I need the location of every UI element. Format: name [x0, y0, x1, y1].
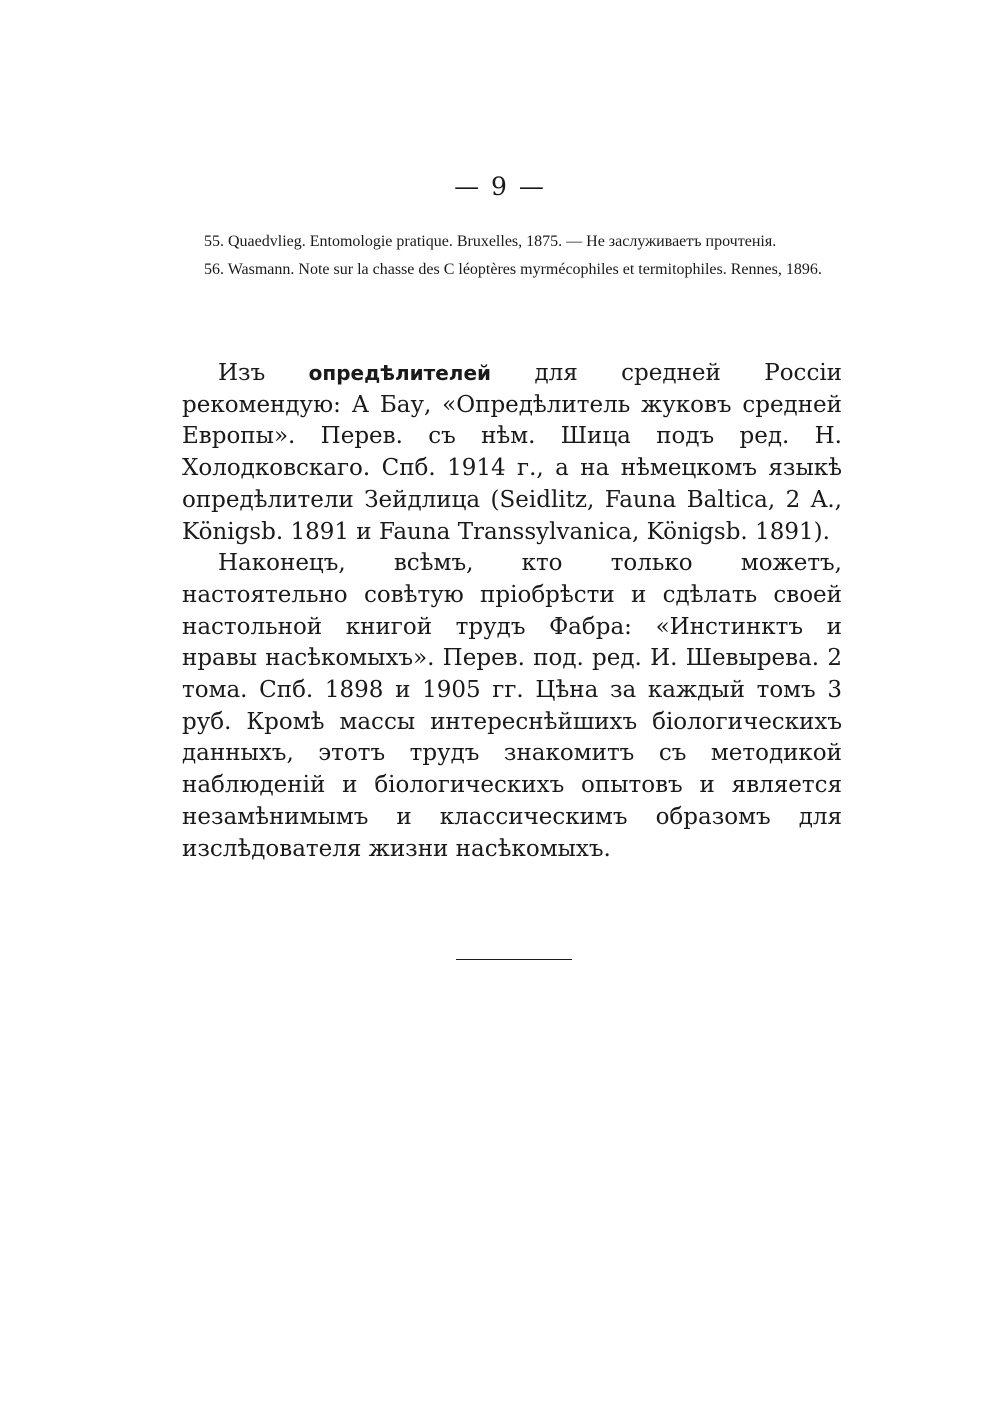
reference-item: 55. Quaedvlieg. Entomologie pratique. Bruxelles, 1875. — Не заслуживаетъ прочтенія. [204, 233, 777, 250]
closing-rule [456, 959, 572, 960]
paragraph-lead: Изъ [218, 360, 309, 386]
main-text [182, 358, 842, 865]
reference-item: 56. Wasmann. Note sur la chasse des C léoptères myrmécophiles et termitophiles. Rennes, 1896. [204, 261, 822, 278]
paragraph [182, 358, 842, 548]
page-number: — 9 — [454, 172, 546, 201]
bold-term: опредѣлителей [308, 361, 492, 385]
paragraph-rest: для средней Россіи рекомендую: А Бау, «Опредѣлитель жуковъ средней Европы». Перев. съ нѣм. Шица подъ ред. Н. Холодковскаго. Спб. 1914 г., а на нѣмецкомъ языкѣ опредѣлители Зейдлица (Seidlitz, Fauna Baltica, 2 A., Königsb. 1891 и Fauna Transsylvanica, Königsb. 1891). [182, 360, 843, 545]
references-list [182, 228, 838, 284]
paragraph: Наконецъ, всѣмъ, кто только можетъ, настоятельно совѣтую пріобрѣсти и сдѣлать своей настольной книгой трудъ Фабра: «Инстинктъ и нравы насѣкомыхъ». Перев. под. ред. И. Шевырева. 2 тома. Спб. 1898 и 1905 гг. Цѣна за каждый томъ 3 руб. Кромѣ массы интереснѣйшихъ біологическихъ данныхъ, этотъ трудъ знакомитъ съ методикой наблюденій и біологическихъ опытовъ и является незамѣнимымъ и классическимъ образомъ для изслѣдователя жизни насѣкомыхъ. [182, 550, 842, 862]
